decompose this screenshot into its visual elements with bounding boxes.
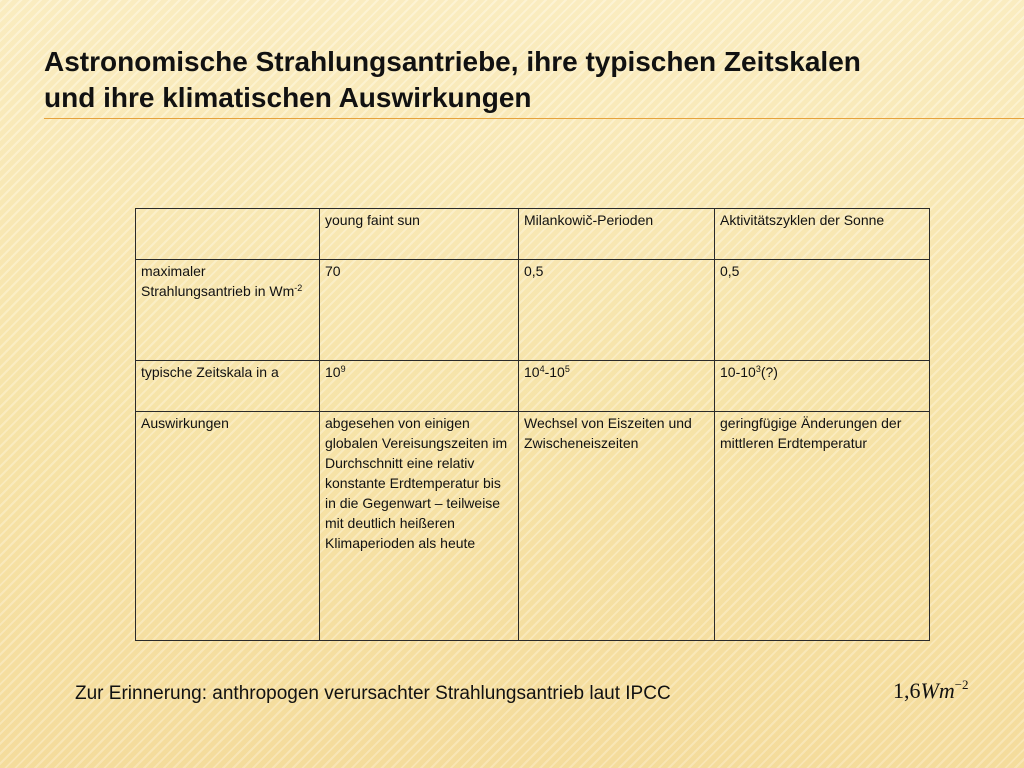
footer-note: Zur Erinnerung: anthropogen verursachter Strahlungsantrieb laut IPCC bbox=[75, 683, 671, 704]
header-empty-cell bbox=[136, 209, 320, 260]
title-divider bbox=[44, 118, 1024, 119]
table-cell: abgesehen von einigen globalen Vereisungszeiten im Durchschnitt eine relativ konstante Erdtemperatur bis in die Gegenwart – teilweise mit deutlich heißeren Klimaperioden als heute bbox=[320, 412, 519, 641]
table-cell: 0,5 bbox=[715, 260, 930, 361]
formula-value: 1,6 bbox=[893, 678, 921, 703]
formula-unit: Wm bbox=[920, 678, 955, 703]
header-young-faint-sun: young faint sun bbox=[320, 209, 519, 260]
row-label-timescale: typische Zeitskala in a bbox=[136, 361, 320, 412]
row-label-max-forcing: maximaler Strahlungsantrieb in $Wm^{-2}$ bbox=[136, 260, 320, 361]
table-row bbox=[136, 361, 930, 412]
row-label-effects: Auswirkungen bbox=[136, 412, 320, 641]
table-cell: 0,5 bbox=[519, 260, 715, 361]
table-cell: 70 bbox=[320, 260, 519, 361]
table-row bbox=[136, 260, 930, 361]
table-cell: $10^9$ bbox=[320, 361, 519, 412]
forcing-table bbox=[135, 208, 930, 641]
ipcc-forcing-formula bbox=[893, 677, 969, 705]
header-milankovic: Milankowič-Perioden bbox=[519, 209, 715, 260]
table-cell: geringfügige Änderungen der mittleren Erdtemperatur bbox=[715, 412, 930, 641]
header-solar-cycles: Aktivitätszyklen der Sonne bbox=[715, 209, 930, 260]
formula-exponent: −2 bbox=[954, 677, 969, 692]
table-cell: Wechsel von Eiszeiten und Zwischeneiszeiten bbox=[519, 412, 715, 641]
title-line-1: Astronomische Strahlungsantriebe, ihre typischen Zeitskalen bbox=[44, 46, 861, 77]
table-header-row bbox=[136, 209, 930, 260]
unit-exponent: -2 bbox=[294, 283, 303, 293]
slide-title bbox=[44, 44, 984, 116]
table-cell: $10-10^3(?)$ bbox=[715, 361, 930, 412]
table-row bbox=[136, 412, 930, 641]
title-line-2: und ihre klimatischen Auswirkungen bbox=[44, 82, 532, 113]
table-cell: $10^4-10^5$ bbox=[519, 361, 715, 412]
